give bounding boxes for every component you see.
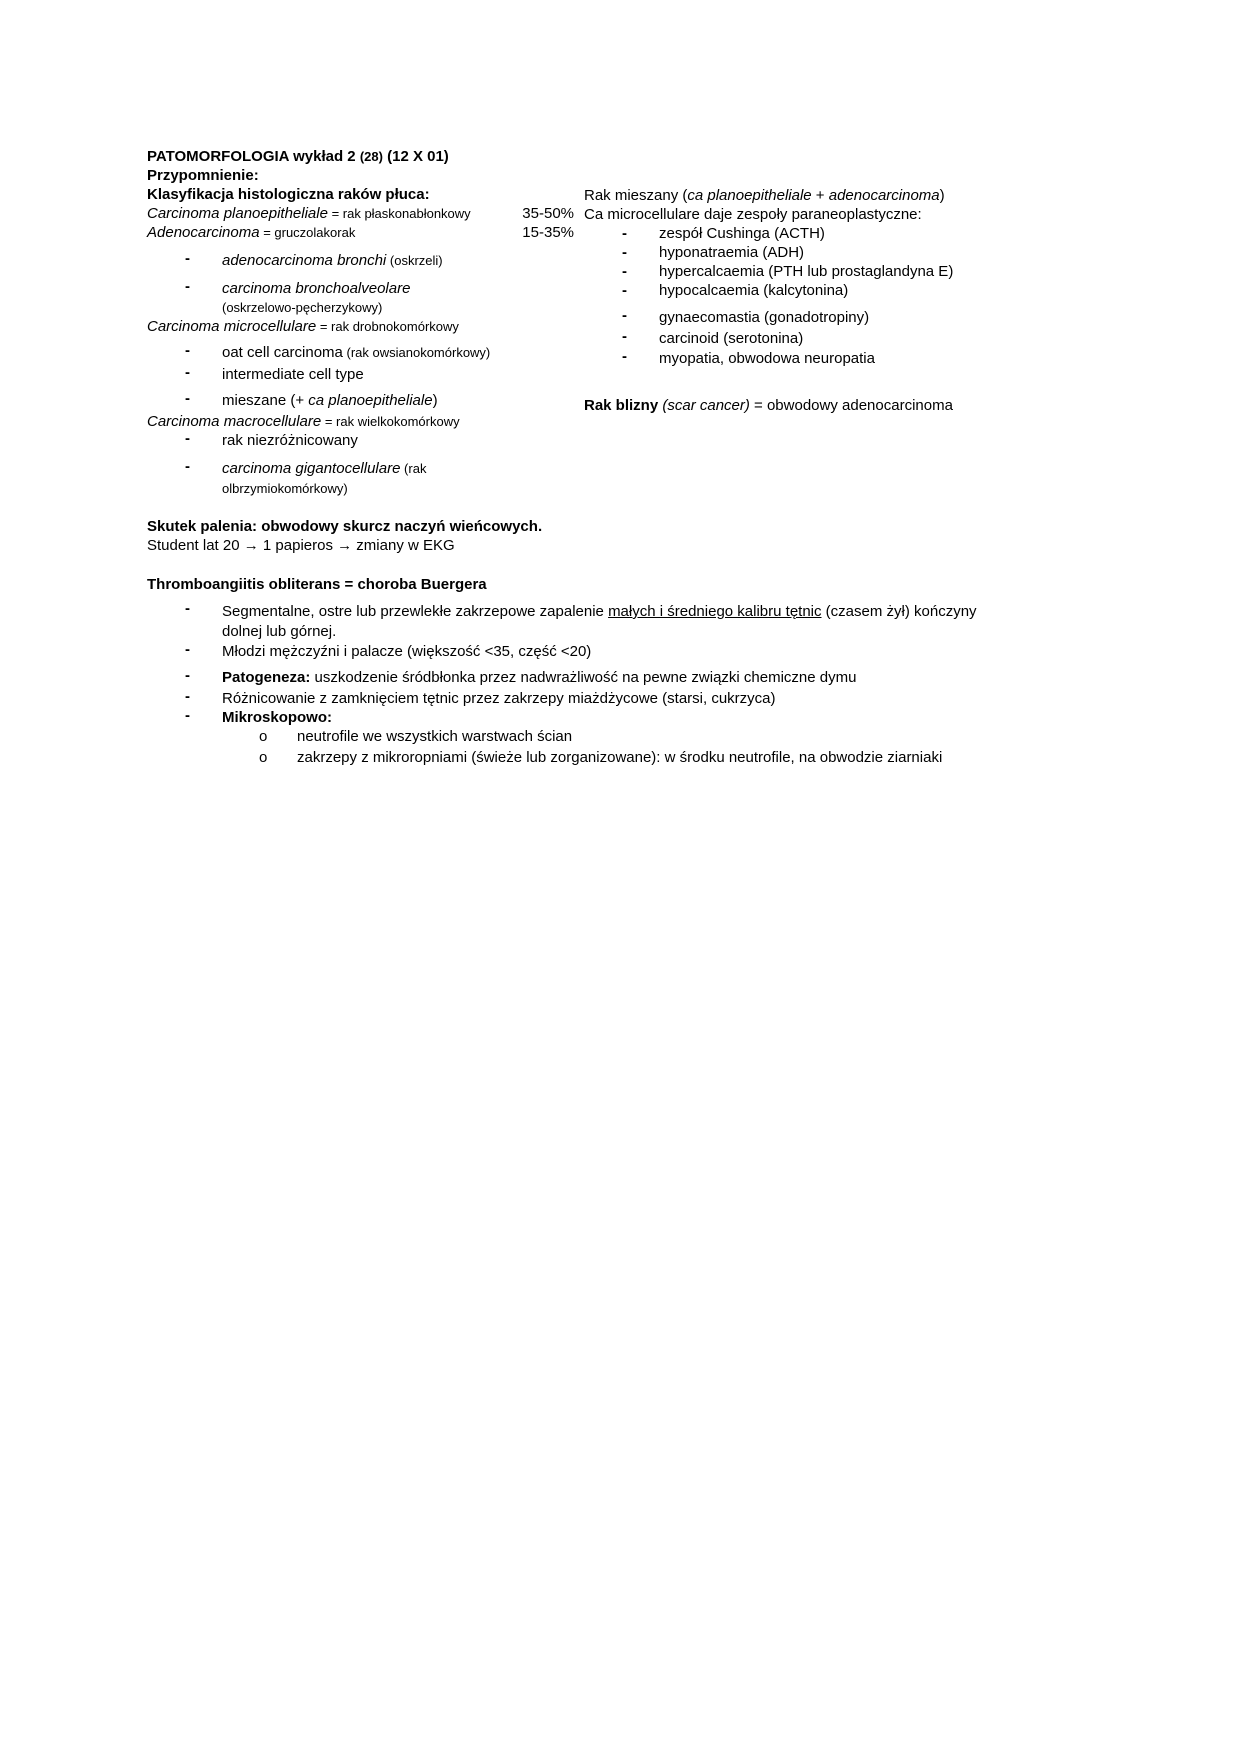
classification-heading: Klasyfikacja histologiczna raków płuca: xyxy=(147,186,430,203)
list-item: Różnicowanie z zamknięciem tętnic przez zakrzepy miażdżycowe (starsi, cukrzyca) xyxy=(222,690,776,707)
mixed-cancer-a: Rak mieszany ( xyxy=(584,187,688,204)
mixed-cancer-c: ) xyxy=(939,187,945,204)
oat-cell-text: oat cell carcinoma xyxy=(222,344,343,361)
buerger-item1-cont: dolnej lub górnej. xyxy=(222,623,337,640)
list-dash: - xyxy=(185,600,190,617)
planoepitheliale-percent: 35-50% xyxy=(522,205,574,222)
pathogenesis-text: uszkodzenie śródbłonka przez nadwrażliwość na pewne związki chemiczne dymu xyxy=(310,669,857,686)
list-item xyxy=(222,669,856,687)
buerger-item1-underlined: małych i średniego kalibru tętnic xyxy=(608,603,822,620)
planoepitheliale-line xyxy=(147,205,471,223)
list-item: gynaecomastia (gonadotropiny) xyxy=(659,309,870,326)
list-dash: - xyxy=(622,263,627,280)
list-item xyxy=(222,344,490,362)
pathogenesis-label: Patogeneza: xyxy=(222,669,311,686)
title-date: (12 X 01) xyxy=(382,148,449,165)
list-dash: - xyxy=(622,282,627,299)
smoking-line xyxy=(147,537,455,555)
gigantocellulare-name: carcinoma gigantocellulare xyxy=(222,460,401,477)
scar-cancer-italic: (scar cancer) xyxy=(658,397,750,414)
list-item xyxy=(222,252,443,270)
list-dash: - xyxy=(622,328,627,345)
list-dash: - xyxy=(185,390,190,407)
mixed-cancer-italic-1: ca planoepitheliale xyxy=(687,187,812,204)
paraneoplastic-heading: Ca microcellulare daje zespoły paraneoplastyczne: xyxy=(584,206,922,223)
scar-cancer-bold: Rak blizny xyxy=(584,397,659,414)
list-dash: - xyxy=(622,225,627,242)
title-main: PATOMORFOLOGIA wykład 2 xyxy=(147,148,360,165)
smoking-text-c: zmiany w EKG xyxy=(352,537,455,554)
list-item: myopatia, obwodowa neuropatia xyxy=(659,350,875,367)
list-item: Mikroskopowo: xyxy=(222,709,333,726)
microcellulare-name: Carcinoma microcellulare xyxy=(147,318,317,335)
microcellulare-line xyxy=(147,318,459,336)
list-item: Młodzi mężczyźni i palacze (większość <35, część <20) xyxy=(222,643,592,660)
arrow-right-icon: → xyxy=(243,537,259,554)
mixed-cancer-line xyxy=(584,187,945,205)
list-dash: - xyxy=(185,707,190,724)
arrow-right-icon: → xyxy=(337,537,353,554)
macrocellulare-definition: = rak wielkokomórkowy xyxy=(321,414,460,429)
bronchoalveolare-name: carcinoma bronchoalveolare xyxy=(222,280,411,297)
gigantocellulare-note: (rak xyxy=(400,461,427,476)
mixed-text-italic: ca planoepitheliale xyxy=(308,392,433,409)
smoking-heading: Skutek palenia: obwodowy skurcz naczyń wieńcowych. xyxy=(147,518,543,535)
bullet-o: o xyxy=(259,749,268,766)
mixed-text-b: ) xyxy=(432,392,438,409)
list-dash: - xyxy=(622,244,627,261)
adenocarcinoma-line xyxy=(147,224,355,242)
list-item xyxy=(222,392,438,410)
bronchoalveolare-note: (oskrzelowo-pęcherzykowy) xyxy=(222,300,383,315)
document-title xyxy=(147,148,449,166)
mixed-text-a: mieszane (+ xyxy=(222,392,309,409)
list-dash: - xyxy=(185,667,190,684)
planoepitheliale-definition: = rak płaskonabłonkowy xyxy=(327,206,471,221)
list-dash: - xyxy=(185,278,190,295)
scar-cancer-line xyxy=(584,397,953,415)
list-dash: - xyxy=(622,307,627,324)
reminder-heading: Przypomnienie: xyxy=(147,167,259,184)
list-item xyxy=(222,460,426,478)
adenocarcinoma-percent: 15-35% xyxy=(522,224,574,241)
scar-cancer-rest: = obwodowy adenocarcinoma xyxy=(749,397,953,414)
list-item: carcinoid (serotonina) xyxy=(659,330,804,347)
sub-list-item: zakrzepy z mikroropniami (świeże lub zorganizowane): w środku neutrofile, na obwodzie ziarniaki xyxy=(297,749,943,766)
adenocarcinoma-definition: = gruczolakorak xyxy=(259,225,356,240)
list-item: hyponatraemia (ADH) xyxy=(659,244,805,261)
list-item: intermediate cell type xyxy=(222,366,364,383)
list-dash: - xyxy=(185,458,190,475)
adeno-bronchi-name: adenocarcinoma bronchi xyxy=(222,252,387,269)
buerger-heading: Thromboangiitis obliterans = choroba Buergera xyxy=(147,576,487,593)
buerger-item1-b: (czasem żył) kończyny xyxy=(821,603,977,620)
macrocellulare-name: Carcinoma macrocellulare xyxy=(147,413,322,430)
mixed-cancer-italic-2: adenocarcinoma xyxy=(828,187,940,204)
list-dash: - xyxy=(185,250,190,267)
planoepitheliale-name: Carcinoma planoepitheliale xyxy=(147,205,328,222)
buerger-item1-a: Segmentalne, ostre lub przewlekłe zakrzepowe zapalenie xyxy=(222,603,609,620)
oat-cell-note: (rak owsianokomórkowy) xyxy=(342,345,491,360)
adeno-bronchi-note: (oskrzeli) xyxy=(386,253,443,268)
list-item: rak niezróżnicowany xyxy=(222,432,358,449)
macrocellulare-line xyxy=(147,413,460,431)
list-item: hypercalcaemia (PTH lub prostaglandyna E) xyxy=(659,263,954,280)
sub-list-item: neutrofile we wszystkich warstwach ścian xyxy=(297,728,573,745)
list-dash: - xyxy=(185,641,190,658)
bullet-o: o xyxy=(259,728,268,745)
smoking-text-b: 1 papieros xyxy=(258,537,338,554)
smoking-text-a: Student lat 20 xyxy=(147,537,244,554)
title-number: (28) xyxy=(359,149,383,164)
list-dash: - xyxy=(185,430,190,447)
list-dash: - xyxy=(185,688,190,705)
adenocarcinoma-name: Adenocarcinoma xyxy=(147,224,260,241)
microcellulare-definition: = rak drobnokomórkowy xyxy=(316,319,459,334)
list-dash: - xyxy=(622,348,627,365)
list-item: hypocalcaemia (kalcytonina) xyxy=(659,282,849,299)
list-item: zespół Cushinga (ACTH) xyxy=(659,225,825,242)
mixed-cancer-b: + xyxy=(811,187,829,204)
list-item xyxy=(222,603,977,621)
list-dash: - xyxy=(185,342,190,359)
list-dash: - xyxy=(185,364,190,381)
gigantocellulare-note-cont: olbrzymiokomórkowy) xyxy=(222,481,348,496)
